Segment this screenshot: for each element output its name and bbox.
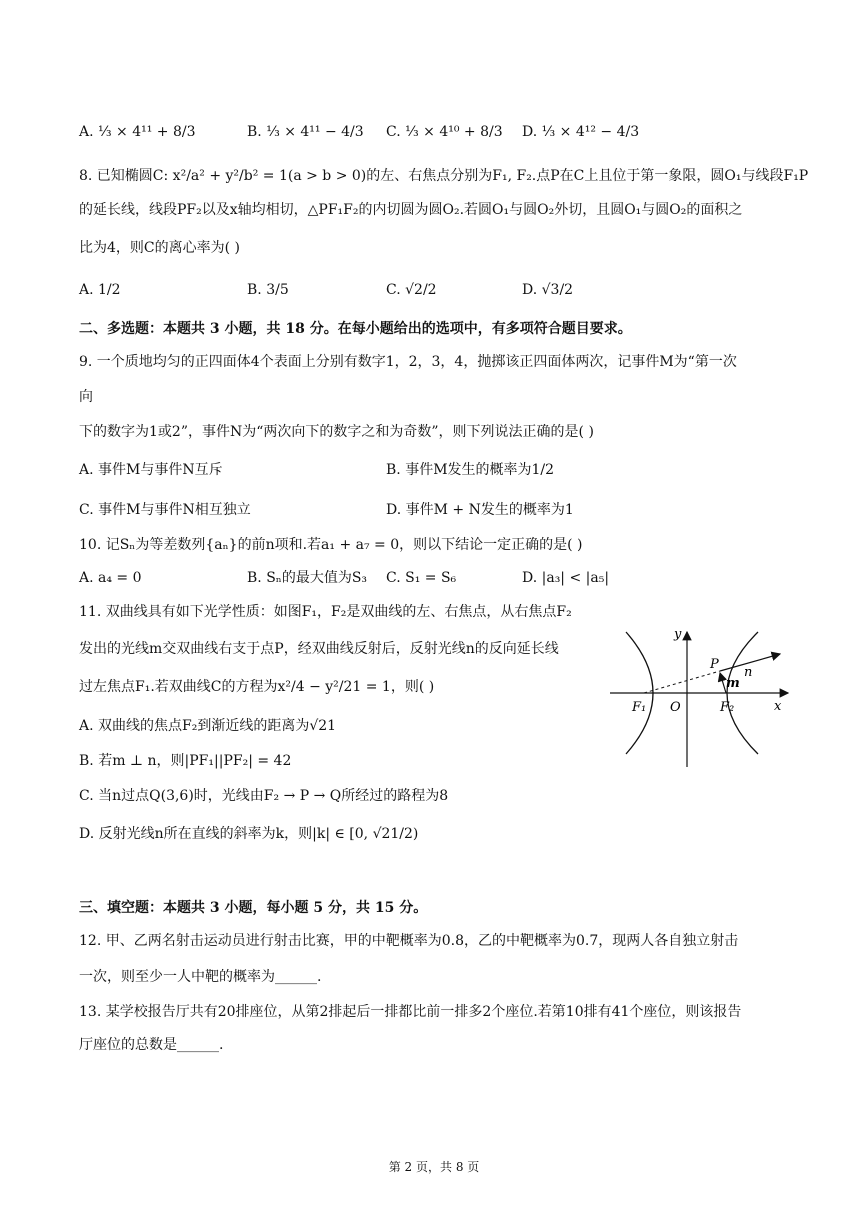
label-p: P [710,657,719,672]
page-footer: 第 2 页，共 8 页 [388,1160,480,1174]
label-f1: F₁ [632,700,647,715]
q13-line1: 13. 某学校报告厅共有20排座位，从第2排起后一排都比前一排多2个座位.若第10排有41个座位，则该报告 [79,1004,742,1020]
q11-option-c: C. 当n过点Q(3,6)时，光线由F₂ → P → Q所经过的路程为8 [79,788,449,804]
label-y: y [674,627,682,642]
q9-line2: 向 [79,389,93,405]
q11-line1: 11. 双曲线具有如下光学性质：如图F₁，F₂是双曲线的左、右焦点，从右焦点F₂ [79,604,572,620]
section2-heading: 二、多选题：本题共 3 小题，共 18 分。在每小题给出的选项中，有多项符合题目要求。 [79,321,632,337]
q8-option-a: A. 1/2 [79,282,121,298]
q7-option-b: B. ⅓ × 4¹¹ − 4/3 [247,124,364,140]
q11-line2: 发出的光线m交双曲线右支于点P，经双曲线反射后，反射光线n的反向延长线 [79,641,559,657]
q9-line3: 下的数字为1或2”，事件N为“两次向下的数字之和为奇数”，则下列说法正确的是( ) [79,424,594,440]
q10-option-b: B. Sₙ的最大值为S₃ [247,570,368,586]
q8-option-c: C. √2/2 [386,282,437,298]
label-n: n [744,665,753,680]
q11-line3: 过左焦点F₁.若双曲线C的方程为x²/4 − y²/21 = 1，则( ) [79,679,435,695]
label-o: O [670,700,681,715]
q10-option-a: A. a₄ = 0 [79,570,142,586]
q8-line2: 的延长线，线段PF₂以及x轴均相切，△PF₁F₂的内切圆为圆O₂.若圆O₁与圆O₂外切，且圆O₁与圆O₂的面积之 [79,202,743,218]
label-m: m [726,676,740,691]
q11-option-d: D. 反射光线n所在直线的斜率为k，则|k| ∈ [0, √21/2) [79,826,419,842]
dashed-extension [644,671,720,693]
q10-option-c: C. S₁ = S₆ [386,570,457,586]
q8-line3: 比为4，则C的离心率为( ) [79,240,240,256]
hyperbola-figure [608,624,800,770]
q7-option-c: C. ⅓ × 4¹⁰ + 8/3 [386,124,503,140]
section3-heading: 三、填空题：本题共 3 小题，每小题 5 分，共 15 分。 [79,900,428,916]
q9-line1: 9. 一个质地均匀的正四面体4个表面上分别有数字1，2，3，4，抛掷该正四面体两次，记事件M为“第一次 [79,354,737,370]
label-x: x [774,699,782,714]
label-f2: F₂ [720,700,735,715]
q9-option-c: C. 事件M与事件N相互独立 [79,502,251,518]
q8-option-d: D. √3/2 [522,282,574,298]
q12-line1: 12. 甲、乙两名射击运动员进行射击比赛，甲的中靶概率为0.8，乙的中靶概率为0.7，现两人各自独立射击 [79,933,739,949]
q7-option-d: D. ⅓ × 4¹² − 4/3 [522,124,640,140]
q7-option-a: A. ⅓ × 4¹¹ + 8/3 [79,124,196,140]
q9-option-d: D. 事件M + N发生的概率为1 [386,502,574,518]
q10-option-d: D. |a₃| < |a₅| [522,570,610,586]
q11-option-b: B. 若m ⊥ n，则|PF₁||PF₂| = 42 [79,753,292,769]
q13-line2: 厅座位的总数是______. [79,1037,224,1053]
q9-option-a: A. 事件M与事件N互斥 [79,462,223,478]
q8-line1: 8. 已知椭圆C: x²/a² + y²/b² = 1(a > b > 0)的左、右焦点分别为F₁, F₂.点P在C上且位于第一象限，圆O₁与线段F₁P [79,168,809,184]
q10-line1: 10. 记Sₙ为等差数列{aₙ}的前n项和.若a₁ + a₇ = 0，则以下结论一定正确的是( ) [79,537,583,553]
q12-line2: 一次，则至少一人中靶的概率为______. [79,969,322,985]
q8-option-b: B. 3/5 [247,282,289,298]
q11-option-a: A. 双曲线的焦点F₂到渐近线的距离为√21 [79,718,337,734]
q9-option-b: B. 事件M发生的概率为1/2 [386,462,555,478]
